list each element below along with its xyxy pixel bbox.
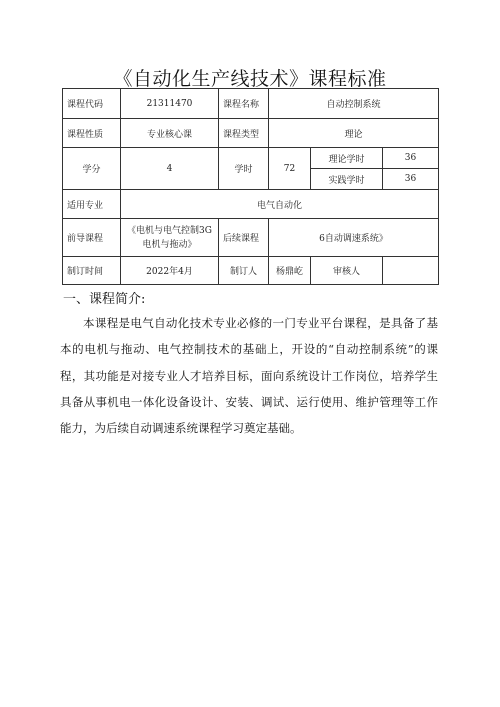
credits-value: 4 [121, 148, 219, 190]
date-value: 2022年4月 [121, 257, 219, 285]
major-label: 适用专业 [63, 190, 121, 219]
hours-label: 学时 [219, 148, 269, 190]
course-info-table [62, 88, 439, 285]
course-code-label: 课程代码 [63, 89, 121, 119]
course-code-value: 21311470 [121, 89, 219, 119]
major-value: 电气自动化 [121, 190, 439, 219]
course-name-value: 自动控制系统 [269, 89, 439, 119]
course-nature-label: 课程性质 [63, 119, 121, 148]
table-row [63, 148, 439, 169]
hours-value: 72 [269, 148, 311, 190]
practice-hours-label: 实践学时 [311, 169, 383, 190]
date-label: 制订时间 [63, 257, 121, 285]
practice-hours-value: 36 [383, 169, 439, 190]
prereq-label: 前导课程 [63, 219, 121, 257]
table-row [63, 257, 439, 285]
intro-paragraph: 本课程是电气自动化技术专业必修的一门专业平台课程，是具备了基本的电机与拖动、电气控制技术的基础上，开设的“自动控制系统”的课程，其功能是对接专业人才培养目标，面向系统设计工作岗位，培养学生具备从事机电一体化设备设计、安装、调试、运行使用、维护管理等工作能力，为后续自动调速系统课程学习奠定基础。 [60, 316, 438, 436]
course-type-value: 理论 [269, 119, 439, 148]
author-label: 制订人 [219, 257, 269, 285]
prereq-value: 《电机与电气控制3G电机与拖动》 [121, 219, 219, 257]
theory-hours-label: 理论学时 [311, 148, 383, 169]
table-row [63, 119, 439, 148]
table-row [63, 219, 439, 257]
table-row [63, 190, 439, 219]
followup-value: 6自动调速系统》 [269, 219, 439, 257]
document-title: 《自动化生产线技术》课程标准 [113, 68, 387, 90]
course-nature-value: 专业核心课 [121, 119, 219, 148]
reviewer-value [383, 257, 439, 285]
credits-label: 学分 [63, 148, 121, 190]
followup-label: 后续课程 [219, 219, 269, 257]
table-row [63, 89, 439, 119]
reviewer-label: 审核人 [311, 257, 383, 285]
section-heading: 一、课程简介: [63, 292, 146, 307]
course-type-label: 课程类型 [219, 119, 269, 148]
theory-hours-value: 36 [383, 148, 439, 169]
course-name-label: 课程名称 [219, 89, 269, 119]
author-value: 杨鼎屹 [269, 257, 311, 285]
